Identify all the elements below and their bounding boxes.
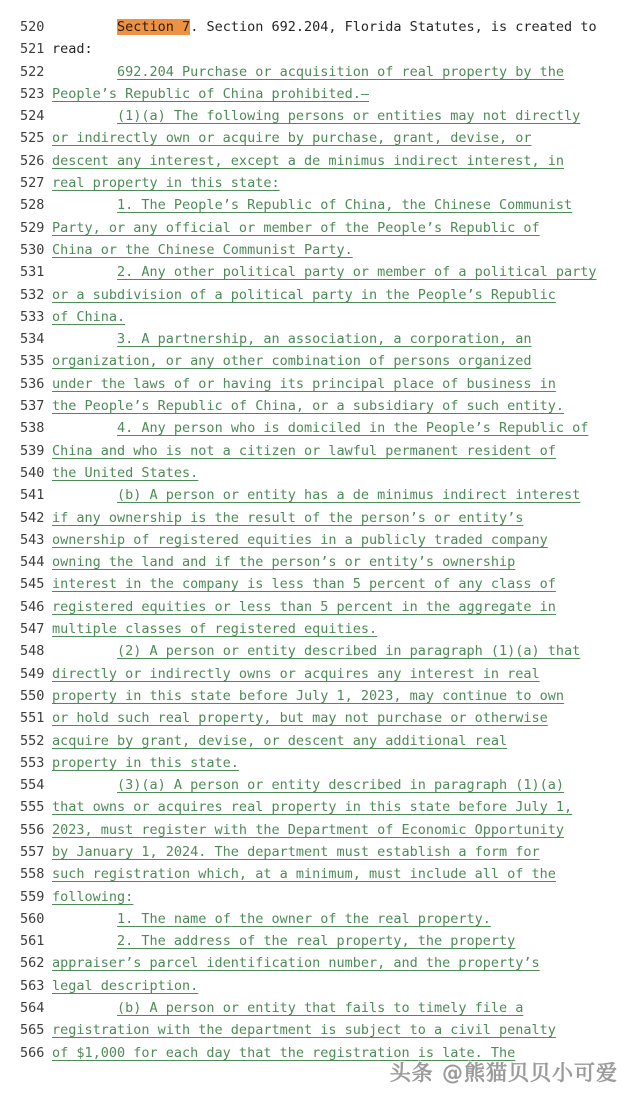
code-line [20, 908, 626, 930]
line-text [52, 796, 572, 818]
code-line [20, 886, 626, 908]
text-segment: real property in this state: [52, 175, 280, 192]
code-line [20, 328, 626, 350]
text-segment: 692.204 Purchase or acquisition of real property by the [117, 63, 565, 80]
line-number: 561 [20, 933, 45, 950]
text-segment: property in this state. [52, 754, 239, 771]
text-segment: 2. The address of the real property, the property [117, 933, 516, 950]
line-number: 543 [20, 531, 45, 548]
text-segment: by January 1, 2024. The department must establish a form for [52, 843, 540, 860]
text-segment: or a subdivision of a political party in the People’s Republic [52, 286, 556, 303]
code-line [20, 952, 626, 974]
line-text [52, 172, 280, 194]
code-line [20, 663, 626, 685]
text-segment: of $1,000 for each day that the registration is late. The [52, 1044, 516, 1061]
line-number: 566 [20, 1044, 45, 1061]
text-segment: legal description. [52, 977, 199, 994]
line-text [52, 38, 93, 60]
watermark: 头条 @熊猫贝贝小可爱 [389, 1061, 618, 1085]
code-line [20, 841, 626, 863]
text-segment: organization, or any other combination of persons organized [52, 353, 532, 370]
line-number: 557 [20, 843, 45, 860]
text-segment: directly or indirectly owns or acquires any interest in real [52, 665, 540, 682]
line-text [52, 819, 564, 841]
text-segment: 2023, must register with the Department of Economic Opportunity [52, 821, 565, 838]
line-number: 559 [20, 888, 45, 905]
line-text [52, 841, 540, 863]
text-segment: of China. [52, 308, 126, 325]
line-text [52, 484, 580, 506]
code-line [20, 261, 626, 283]
text-segment: China or the Chinese Communist Party. [52, 241, 353, 258]
text-segment [52, 64, 117, 80]
text-segment [52, 911, 117, 927]
line-text [52, 752, 239, 774]
line-text [52, 261, 597, 283]
text-segment: (1)(a) The following persons or entities may not directly [117, 108, 581, 125]
line-number: 536 [20, 375, 45, 392]
code-line [20, 127, 626, 149]
line-text [52, 930, 515, 952]
line-text [52, 350, 532, 372]
line-number: 520 [20, 19, 45, 35]
line-number: 541 [20, 487, 45, 504]
text-segment: the United States. [52, 464, 199, 481]
section-highlight: Section 7 [117, 19, 191, 35]
code-line [20, 707, 626, 729]
text-segment: registered equities or less than 5 percent in the aggregate in [52, 598, 556, 615]
line-number: 532 [20, 286, 45, 303]
text-segment: 2. Any other political party or member of a political party [117, 264, 597, 281]
line-number: 565 [20, 1022, 45, 1039]
code-line [20, 150, 626, 172]
line-number: 545 [20, 576, 45, 593]
code-line [20, 38, 626, 60]
text-segment: owning the land and if the person’s or entity’s ownership [52, 554, 516, 571]
line-number: 537 [20, 398, 45, 415]
line-number: 551 [20, 710, 45, 727]
line-number: 553 [20, 754, 45, 771]
code-line [20, 217, 626, 239]
code-line [20, 640, 626, 662]
line-text [52, 975, 198, 997]
code-line [20, 239, 626, 261]
line-number: 542 [20, 509, 45, 526]
line-number: 550 [20, 687, 45, 704]
line-number: 548 [20, 643, 45, 660]
code-line [20, 573, 626, 595]
line-text [52, 640, 580, 662]
line-number: 535 [20, 353, 45, 370]
line-text [52, 997, 523, 1019]
line-text [52, 730, 507, 752]
line-text [52, 417, 588, 439]
line-text [52, 328, 532, 350]
line-number: 552 [20, 732, 45, 749]
line-text [52, 217, 540, 239]
line-number: 522 [20, 63, 45, 80]
text-segment: if any ownership is the result of the person’s or entity’s [52, 509, 524, 526]
line-number: 524 [20, 108, 45, 125]
line-number: 523 [20, 85, 45, 102]
code-line [20, 61, 626, 83]
text-segment: 3. A partnership, an association, a corporation, an [117, 331, 532, 348]
line-text [52, 373, 556, 395]
line-text [52, 663, 540, 685]
line-number: 555 [20, 799, 45, 816]
line-text [52, 685, 564, 707]
line-number: 526 [20, 152, 45, 169]
text-segment: (2) A person or entity described in paragraph (1)(a) that [117, 643, 581, 660]
text-segment [52, 933, 117, 949]
line-text [52, 105, 580, 127]
text-segment: ownership of registered equities in a publicly traded company [52, 531, 548, 548]
text-segment: under the laws of or having its principal place of business in [52, 375, 556, 392]
line-text [52, 395, 564, 417]
code-line [20, 462, 626, 484]
text-segment [52, 264, 117, 280]
line-text [52, 618, 377, 640]
line-number: 531 [20, 264, 45, 281]
text-segment [52, 197, 117, 213]
code-line [20, 618, 626, 640]
code-line [20, 819, 626, 841]
code-line [20, 551, 626, 573]
code-line [20, 997, 626, 1019]
text-segment [52, 1000, 117, 1016]
line-text [52, 462, 198, 484]
line-text [52, 150, 564, 172]
line-text [52, 596, 556, 618]
line-text [52, 507, 523, 529]
code-line [20, 507, 626, 529]
code-line [20, 350, 626, 372]
line-text [52, 952, 540, 974]
code-line [20, 284, 626, 306]
line-number: 563 [20, 977, 45, 994]
line-number: 546 [20, 598, 45, 615]
text-segment [52, 19, 117, 35]
line-number: 547 [20, 621, 45, 638]
text-segment: property in this state before July 1, 2023, may continue to own [52, 687, 565, 704]
code-line [20, 596, 626, 618]
line-number: 556 [20, 821, 45, 838]
text-segment: People’s Republic of China prohibited.— [52, 85, 369, 102]
text-segment [52, 420, 117, 436]
text-segment: 1. The People’s Republic of China, the Chinese Communist [117, 197, 573, 214]
line-text [52, 573, 556, 595]
line-text [52, 16, 597, 38]
line-text [52, 61, 564, 83]
line-text [52, 551, 515, 573]
text-segment [52, 643, 117, 659]
text-segment: interest in the company is less than 5 percent of any class of [52, 576, 556, 593]
line-number: 554 [20, 777, 45, 794]
text-segment: that owns or acquires real property in this state before July 1, [52, 799, 573, 816]
line-number: 544 [20, 554, 45, 571]
code-line [20, 863, 626, 885]
code-line [20, 930, 626, 952]
line-text [52, 908, 491, 930]
line-text [52, 774, 564, 796]
line-number: 539 [20, 442, 45, 459]
line-number: 525 [20, 130, 45, 147]
line-text [52, 707, 548, 729]
text-segment: 1. The name of the owner of the real property. [117, 910, 491, 927]
code-line [20, 774, 626, 796]
text-segment: (b) A person or entity has a de minimus indirect interest [117, 487, 581, 504]
line-number: 528 [20, 197, 45, 214]
line-number: 560 [20, 910, 45, 927]
text-segment: (b) A person or entity that fails to timely file a [117, 1000, 524, 1017]
text-segment: following: [52, 888, 134, 905]
line-number: 540 [20, 464, 45, 481]
code-line [20, 83, 626, 105]
text-segment: China and who is not a citizen or lawful permanent resident of [52, 442, 556, 459]
code-line [20, 1019, 626, 1041]
code-line [20, 16, 626, 38]
text-segment: read: [52, 41, 93, 58]
text-segment: or indirectly own or acquire by purchase, grant, devise, or [52, 130, 532, 147]
code-line [20, 373, 626, 395]
text-segment [52, 108, 117, 124]
code-line [20, 529, 626, 551]
line-text [52, 863, 556, 885]
code-line [20, 194, 626, 216]
line-number: 529 [20, 219, 45, 236]
text-segment: appraiser’s parcel identification number, and the property’s [52, 955, 540, 972]
text-segment: . Section 692.204, Florida Statutes, is created to [190, 19, 597, 35]
line-number: 549 [20, 665, 45, 682]
code-line [20, 752, 626, 774]
text-segment: registration with the department is subject to a civil penalty [52, 1022, 556, 1039]
text-segment [52, 331, 117, 347]
line-text [52, 1019, 556, 1041]
bill-document [20, 16, 626, 1064]
line-text [52, 529, 548, 551]
text-segment: such registration which, at a minimum, must include all of the [52, 866, 556, 883]
code-line [20, 306, 626, 328]
line-text [52, 440, 556, 462]
code-line [20, 440, 626, 462]
code-line [20, 105, 626, 127]
text-segment: 4. Any person who is domiciled in the People’s Republic of [117, 420, 589, 437]
text-segment [52, 487, 117, 503]
line-number: 521 [20, 41, 45, 58]
text-segment: the People’s Republic of China, or a subsidiary of such entity. [52, 398, 565, 415]
line-text [52, 194, 572, 216]
line-text [52, 284, 556, 306]
line-number: 558 [20, 866, 45, 883]
line-text [52, 83, 369, 105]
text-segment: descent any interest, except a de minimus indirect interest, in [52, 152, 565, 169]
line-text [52, 306, 125, 328]
line-text [52, 239, 353, 261]
text-segment: acquire by grant, devise, or descent any additional real [52, 732, 508, 749]
line-number: 534 [20, 331, 45, 348]
text-segment: Party, or any official or member of the People’s Republic of [52, 219, 540, 236]
line-number: 527 [20, 175, 45, 192]
code-line [20, 417, 626, 439]
line-number: 562 [20, 955, 45, 972]
text-segment: or hold such real property, but may not purchase or otherwise [52, 710, 548, 727]
line-number: 538 [20, 420, 45, 437]
line-number: 530 [20, 241, 45, 258]
line-number: 533 [20, 308, 45, 325]
line-text [52, 127, 532, 149]
line-number: 564 [20, 1000, 45, 1017]
code-line [20, 685, 626, 707]
line-text [52, 886, 133, 908]
code-line [20, 975, 626, 997]
text-segment: (3)(a) A person or entity described in paragraph (1)(a) [117, 777, 565, 794]
code-line [20, 484, 626, 506]
code-line [20, 172, 626, 194]
code-line [20, 796, 626, 818]
text-segment: multiple classes of registered equities. [52, 621, 378, 638]
code-line [20, 395, 626, 417]
text-segment [52, 777, 117, 793]
code-line [20, 730, 626, 752]
